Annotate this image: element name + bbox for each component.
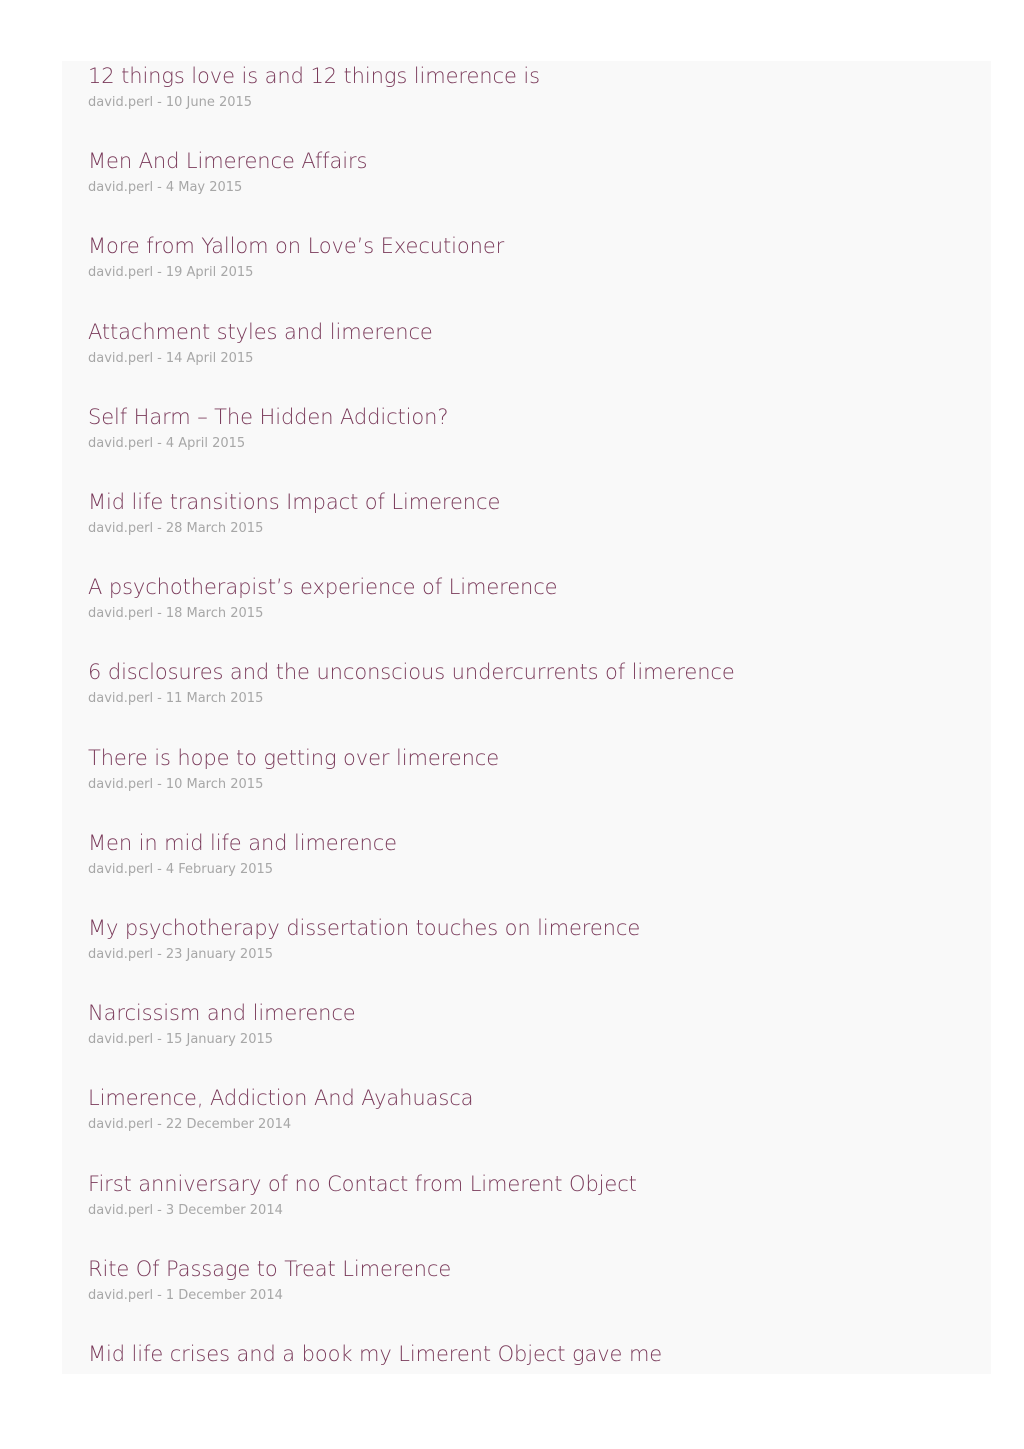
post-title-link[interactable]: There is hope to getting over limerence — [88, 745, 500, 770]
post-title-link[interactable]: First anniversary of no Contact from Limerent Object — [88, 1171, 637, 1196]
post-meta — [88, 776, 968, 794]
post-author: david.perl — [88, 1032, 154, 1048]
meta-separator: - — [157, 435, 162, 451]
post-date: 11 March 2015 — [165, 691, 264, 707]
post-date: 1 December 2014 — [165, 1287, 283, 1303]
post-meta — [88, 861, 968, 879]
post-item — [88, 743, 968, 794]
meta-separator: - — [157, 95, 162, 110]
post-date: 4 May 2015 — [165, 180, 243, 196]
post-item — [88, 1169, 968, 1220]
post-meta — [88, 946, 968, 964]
post-date: 4 April 2015 — [165, 435, 246, 451]
post-meta — [88, 94, 968, 112]
post-meta — [88, 350, 968, 368]
post-author: david.perl — [88, 1287, 154, 1303]
post-author: david.perl — [88, 1202, 154, 1218]
post-date: 10 March 2015 — [165, 776, 264, 792]
post-date: 28 March 2015 — [165, 521, 264, 536]
post-author: david.perl — [88, 350, 154, 366]
post-title-link[interactable]: Rite Of Passage to Treat Limerence — [88, 1256, 452, 1281]
post-meta — [88, 605, 968, 623]
post-date: 3 December 2014 — [165, 1202, 283, 1218]
post-date: 23 January 2015 — [165, 947, 274, 962]
meta-separator: - — [157, 265, 162, 281]
meta-separator: - — [157, 861, 162, 877]
post-title-link[interactable]: Limerence, Addiction And Ayahuasca — [88, 1086, 474, 1111]
meta-separator: - — [157, 1202, 162, 1218]
post-author: david.perl — [88, 435, 154, 451]
meta-separator: - — [157, 776, 162, 792]
post-author: david.perl — [88, 861, 154, 877]
post-title-link[interactable]: 6 disclosures and the unconscious undercurrents of limerence — [88, 660, 735, 685]
post-author: david.perl — [88, 947, 154, 962]
post-title-link[interactable]: Mid life transitions Impact of Limerence — [88, 490, 501, 514]
post-title-link[interactable]: Men in mid life and limerence — [88, 830, 397, 855]
post-date: 18 March 2015 — [165, 606, 264, 622]
meta-separator: - — [157, 180, 162, 196]
post-item — [88, 61, 968, 112]
meta-separator: - — [157, 1287, 162, 1303]
post-item — [88, 1083, 968, 1134]
post-author: david.perl — [88, 265, 154, 281]
post-item — [88, 1339, 968, 1369]
post-author: david.perl — [88, 776, 154, 792]
post-item — [88, 146, 968, 197]
post-date: 15 January 2015 — [165, 1032, 274, 1048]
post-meta — [88, 435, 968, 453]
post-title-link[interactable]: More from Yallom on Love’s Executioner — [88, 234, 505, 259]
post-title-link[interactable]: Mid life crises and a book my Limerent Object gave me — [88, 1342, 663, 1366]
post-title-link[interactable]: Men And Limerence Affairs — [88, 149, 368, 174]
meta-separator: - — [157, 1032, 162, 1048]
post-meta — [88, 1202, 968, 1220]
post-title-link[interactable]: Attachment styles and limerence — [88, 319, 433, 344]
post-author: david.perl — [88, 1117, 154, 1133]
post-author: david.perl — [88, 521, 154, 536]
post-title-link[interactable]: 12 things love is and 12 things limerence is — [88, 64, 540, 88]
post-meta — [88, 179, 968, 197]
post-title-link[interactable]: A psychotherapist’s experience of Limerence — [88, 575, 558, 600]
meta-separator: - — [157, 947, 162, 962]
post-item — [88, 487, 968, 538]
post-author: david.perl — [88, 606, 154, 622]
post-item — [88, 402, 968, 453]
post-date: 14 April 2015 — [165, 350, 254, 366]
meta-separator: - — [157, 350, 162, 366]
post-author: david.perl — [88, 691, 154, 707]
post-item — [88, 572, 968, 623]
post-item — [88, 1254, 968, 1305]
post-title-link[interactable]: My psychotherapy dissertation touches on limerence — [88, 916, 641, 940]
post-meta — [88, 690, 968, 708]
meta-separator: - — [157, 691, 162, 707]
post-item — [88, 998, 968, 1049]
post-date: 22 December 2014 — [165, 1117, 292, 1133]
post-author: david.perl — [88, 95, 154, 110]
post-meta — [88, 1287, 968, 1305]
post-meta — [88, 1116, 968, 1134]
post-meta — [88, 264, 968, 282]
post-title-link[interactable]: Self Harm – The Hidden Addiction? — [88, 404, 449, 429]
post-meta — [88, 520, 968, 538]
post-date: 19 April 2015 — [165, 265, 254, 281]
post-item — [88, 657, 968, 708]
post-date: 10 June 2015 — [165, 95, 253, 110]
post-item — [88, 231, 968, 282]
post-title-link[interactable]: Narcissism and limerence — [88, 1001, 356, 1026]
post-item — [88, 828, 968, 879]
post-author: david.perl — [88, 180, 154, 196]
post-item — [88, 317, 968, 368]
meta-separator: - — [157, 521, 162, 536]
post-date: 4 February 2015 — [165, 861, 274, 877]
post-item — [88, 913, 968, 964]
meta-separator: - — [157, 606, 162, 622]
post-list-panel — [62, 61, 991, 1374]
post-meta — [88, 1031, 968, 1049]
meta-separator: - — [157, 1117, 162, 1133]
